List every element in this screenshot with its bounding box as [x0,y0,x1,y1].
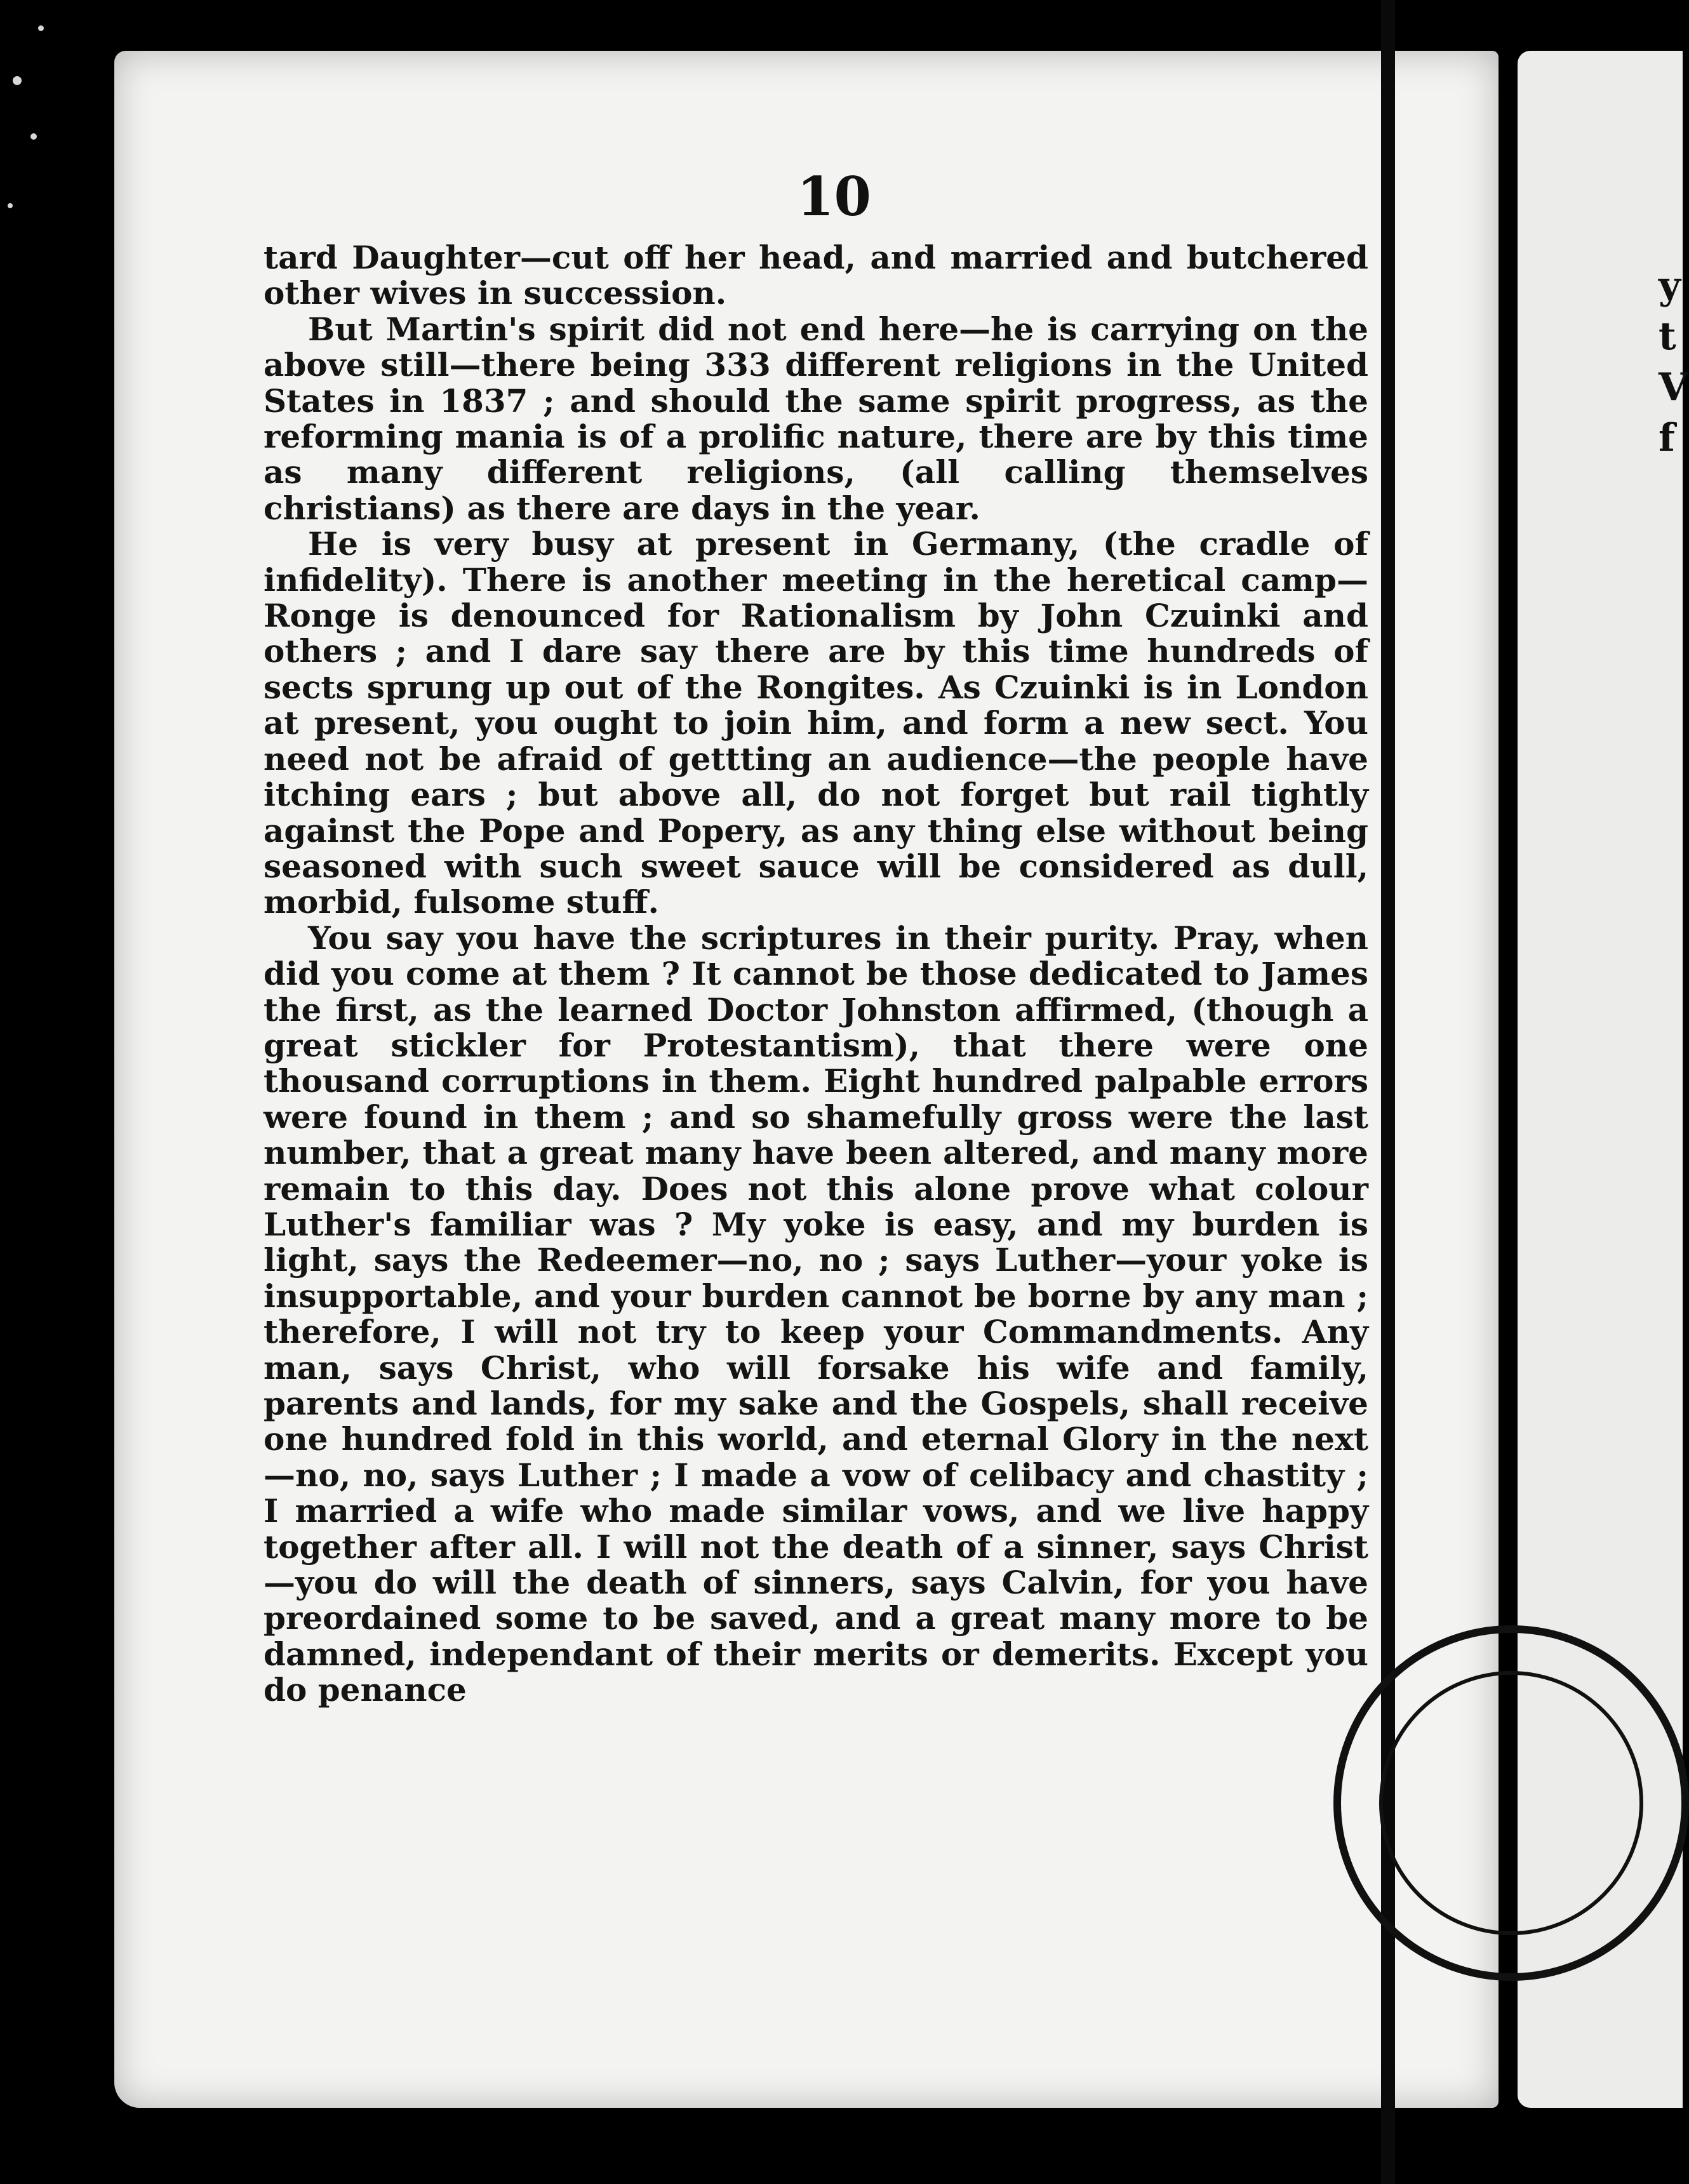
dust-speck [38,25,44,31]
dust-speck [30,133,37,140]
library-stamp-inner-ring [1379,1671,1643,1935]
page-number: 10 [797,165,871,228]
facing-page-text [1659,260,1688,463]
facing-page-fragment: f [1659,416,1675,460]
dust-speck [13,76,22,85]
facing-page-fragment: V [1659,365,1688,410]
paragraph: He is very busy at present in Germany, (the cradle of infidelity). There is another meeting in the heretical camp—Ronge is denounced for Rationalism by John Czuinki and others ; and I dare say there are by this time hundreds of sects sprung up out of the Rongites. As Czuinki is in London at present, you ought to join him, and form a new sect. You need not be afraid of gettting an audience—the people have itching ears ; but above all, do not forget but rail tightly against the Pope and Popery, as any thing else without being seasoned with such sweet sauce will be considered as dull, morbid, fulsome stuff. [264,525,1368,921]
facing-page-fragment: y [1659,263,1681,308]
paragraph: You say you have the scriptures in their purity. Pray, when did you come at them ? It cannot be those dedicated to James the first, as the learned Doctor Johnston affirmed, (though a great stickler for Protestantism), that there were one thousand corruptions in them. Eight hundred palpable errors were found in them ; and so shamefully gross were the last number, that a great many have been altered, and many more remain to this day. Does not this alone prove what colour Luther's familiar was ? My yoke is easy, and my burden is light, says the Redeemer—no, no ; says Luther—your yoke is insupportable, and your burden cannot be borne by any man ; therefore, I will not try to keep your Commandments. Any man, says Christ, who will forsake his wife and family, parents and lands, for my sake and the Gospels, shall receive one hundred fold in this world, and eternal Glory in the next—no, no, says Luther ; I made a vow of celibacy and chastity ; I married a wife who made similar vows, and we live happy together after all. I will not the death of a sinner, says Christ —you do will the death of sinners, says Calvin, for you have preordained some to be saved, and a great many more to be damned, independant of their merits or demerits. Except you do penance [264,919,1368,1709]
body-text [264,240,1368,1708]
paragraph: tard Daughter—cut off her head, and married and butchered other wives in succession. [264,239,1368,312]
dust-speck [8,203,13,208]
library-stamp [1333,1625,1689,1981]
facing-page-fragment: t [1659,314,1676,359]
paragraph: But Martin's spirit did not end here—he is carrying on the above still—there being 333 different religions in the United States in 1837 ; and should the same spirit progress, as the reforming mania is of a prolific nature, there are by this time as many different religions, (all calling themselves christians) as there are days in the year. [264,310,1368,527]
